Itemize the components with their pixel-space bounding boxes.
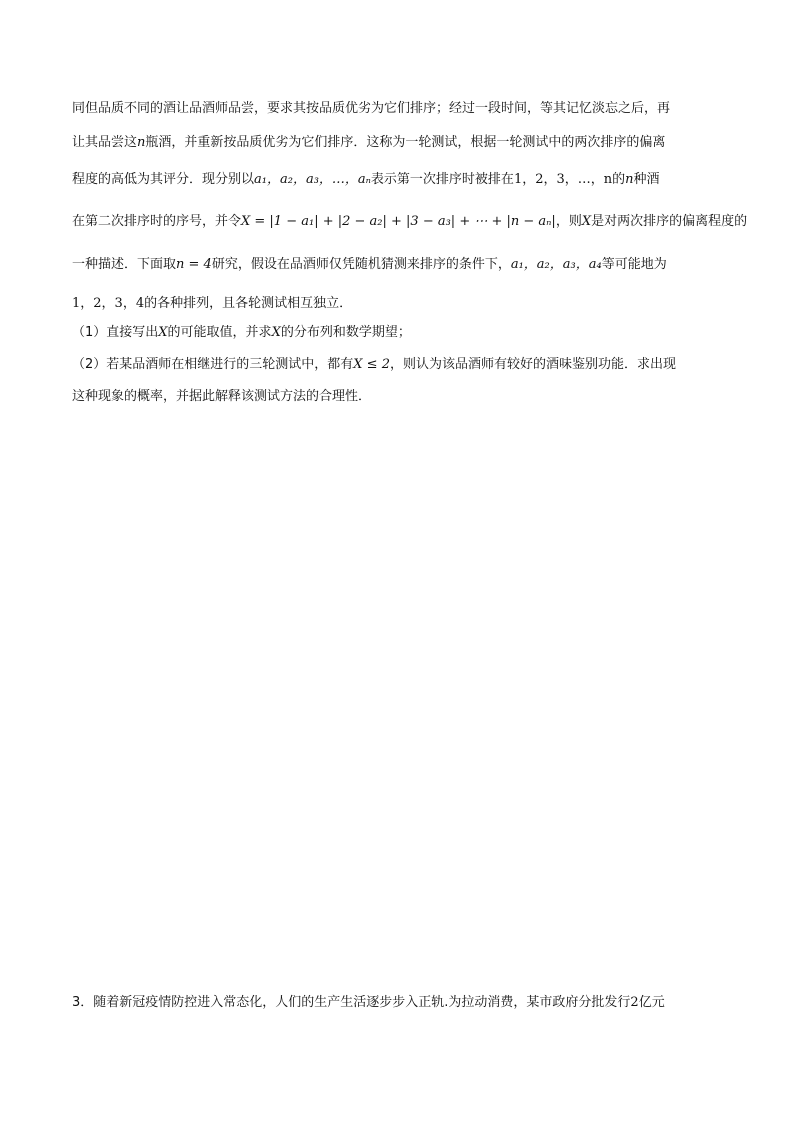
math-n: n bbox=[137, 135, 146, 150]
problem2-line4: 在第二次排序时的序号，并令X = |1 − a₁| + |2 − a₂| + |3 − a₃| + ⋯ + |n − aₙ|，则X是对两次排序的偏离程度的 bbox=[72, 214, 748, 229]
problem3-amount: 2 bbox=[630, 995, 639, 1010]
math-x-definition: X = |1 − a₁| + |2 − a₂| + |3 − a₃| + ⋯ + |n − aₙ| bbox=[241, 214, 556, 229]
math-x: X bbox=[581, 214, 592, 229]
question-1: （1）直接写出X的可能取值，并求X的分布列和数学期望； bbox=[72, 325, 411, 340]
math-perm-set: 1，2，3，4 bbox=[72, 296, 145, 311]
math-x-le-2: X ≤ 2 bbox=[353, 357, 390, 372]
problem2-line6: 1，2，3，4的各种排列，且各轮测试相互独立． bbox=[72, 296, 353, 311]
question-2: （2）若某品酒师在相继进行的三轮测试中，都有X ≤ 2，则认为该品酒师有较好的酒味鉴别功能．求出现 bbox=[72, 357, 676, 372]
math-n-eq-4: n = 4 bbox=[176, 257, 212, 272]
problem3-line1: 3．随着新冠疫情防控进入常态化，人们的生产生活逐步步入正轨.为拉动消费，某市政府分批发行2亿元 bbox=[72, 995, 665, 1010]
math-a-sequence: a₁，a₂，a₃，…，aₙ bbox=[254, 172, 371, 187]
problem2-line2: 让其品尝这n瓶酒，并重新按品质优劣为它们排序．这称为一轮测试，根据一轮测试中的两次排序的偏离 bbox=[72, 135, 666, 150]
math-n: n bbox=[625, 172, 634, 187]
math-a-four: a₁，a₂，a₃，a₄ bbox=[510, 257, 602, 272]
question-2-cont: 这种现象的概率，并据此解释该测试方法的合理性． bbox=[72, 389, 372, 404]
math-x: X bbox=[158, 325, 168, 340]
problem2-line5: 一种描述．下面取n = 4研究，假设在品酒师仅凭随机猜测来排序的条件下，a₁，a₂，a₃，a₄等可能地为 bbox=[72, 257, 667, 272]
problem2-line1: 同但品质不同的酒让品酒师品尝，要求其按品质优劣为它们排序；经过一段时间，等其记忆淡忘之后，再 bbox=[72, 101, 671, 116]
math-index-sequence: 1，2，3，…，n bbox=[513, 172, 613, 187]
problem2-line3: 程度的高低为其评分．现分别以a₁，a₂，a₃，…，aₙ表示第一次排序时被排在1，2，3，…，n的n种酒 bbox=[72, 172, 660, 187]
math-x: X bbox=[271, 325, 281, 340]
